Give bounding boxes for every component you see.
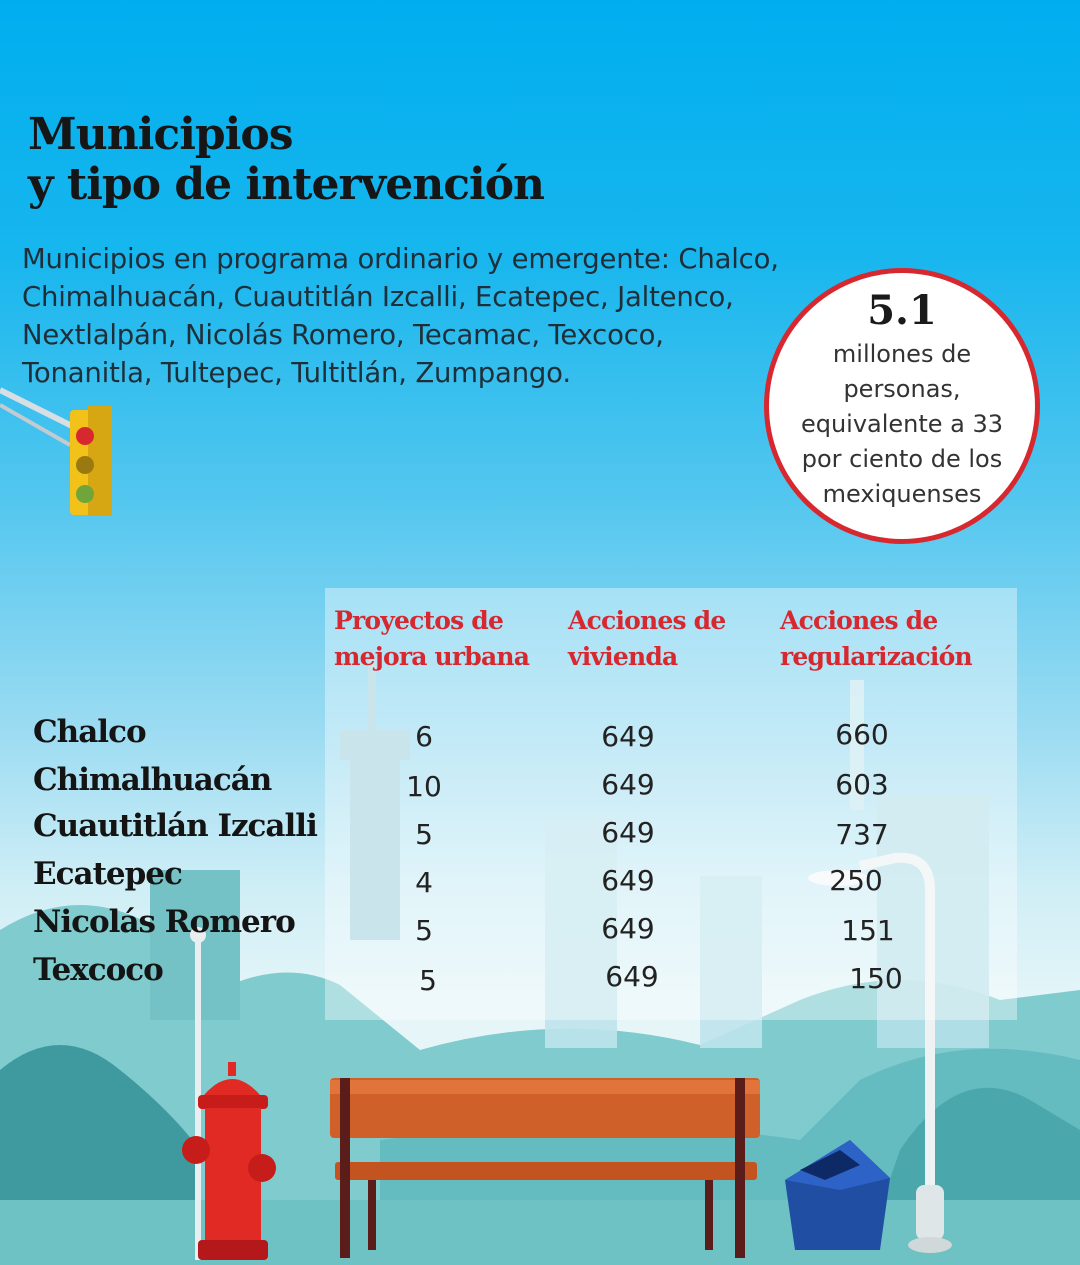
cell-vivienda: 649 bbox=[601, 720, 655, 753]
cell-vivienda: 649 bbox=[605, 960, 659, 993]
row-municipio: Nicolás Romero bbox=[33, 904, 295, 940]
cell-proyectos: 5 bbox=[419, 964, 437, 997]
row-municipio: Chimalhuacán bbox=[33, 762, 272, 798]
cell-regularizacion: 603 bbox=[835, 768, 889, 801]
cell-proyectos: 10 bbox=[406, 770, 442, 803]
header-vivienda-line-2: vivienda bbox=[568, 642, 678, 671]
title-line-2: y tipo de intervención bbox=[28, 159, 545, 210]
cell-proyectos: 4 bbox=[415, 866, 433, 899]
header-vivienda bbox=[568, 603, 725, 675]
header-regularizacion-line-1: Acciones de bbox=[780, 606, 938, 635]
highlight-text: millones de personas, equivalente a 33 por ciento de los mexiquenses bbox=[800, 340, 1004, 508]
cell-regularizacion: 151 bbox=[841, 914, 895, 947]
title-line-1: Municipios bbox=[28, 109, 293, 160]
header-regularizacion bbox=[780, 603, 972, 675]
cell-vivienda: 649 bbox=[601, 864, 655, 897]
highlight-circle bbox=[764, 268, 1040, 544]
page-title bbox=[28, 110, 544, 210]
header-regularizacion-line-2: regularización bbox=[780, 642, 972, 671]
header-proyectos-line-2: mejora urbana bbox=[334, 642, 530, 671]
cell-regularizacion: 660 bbox=[835, 718, 889, 751]
header-proyectos-line-1: Proyectos de bbox=[334, 606, 504, 635]
row-municipio: Ecatepec bbox=[33, 856, 182, 892]
cell-regularizacion: 250 bbox=[829, 864, 883, 897]
cell-vivienda: 649 bbox=[601, 816, 655, 849]
row-municipio: Cuautitlán Izcalli bbox=[33, 808, 317, 844]
traffic-light-icon bbox=[0, 390, 112, 516]
cell-proyectos: 6 bbox=[415, 720, 433, 753]
header-vivienda-line-1: Acciones de bbox=[568, 606, 726, 635]
highlight-value: 5.1 bbox=[867, 287, 937, 334]
cell-regularizacion: 737 bbox=[835, 818, 889, 851]
cell-proyectos: 5 bbox=[415, 914, 433, 947]
cell-vivienda: 649 bbox=[601, 912, 655, 945]
header-proyectos bbox=[334, 603, 529, 675]
row-municipio: Chalco bbox=[33, 714, 146, 750]
cell-proyectos: 5 bbox=[415, 818, 433, 851]
cell-vivienda: 649 bbox=[601, 768, 655, 801]
row-municipio: Texcoco bbox=[33, 952, 163, 988]
intro-text: Municipios en programa ordinario y emergente: Chalco, Chimalhuacán, Cuautitlán Izcalli, Ecatepec, Jaltenco, Nextlalpán, Nicolás Romero, Tecamac, Texcoco, Tonanitla, Tultepec, Tultitlán, Zumpango. bbox=[22, 243, 779, 389]
cell-regularizacion: 150 bbox=[849, 962, 903, 995]
